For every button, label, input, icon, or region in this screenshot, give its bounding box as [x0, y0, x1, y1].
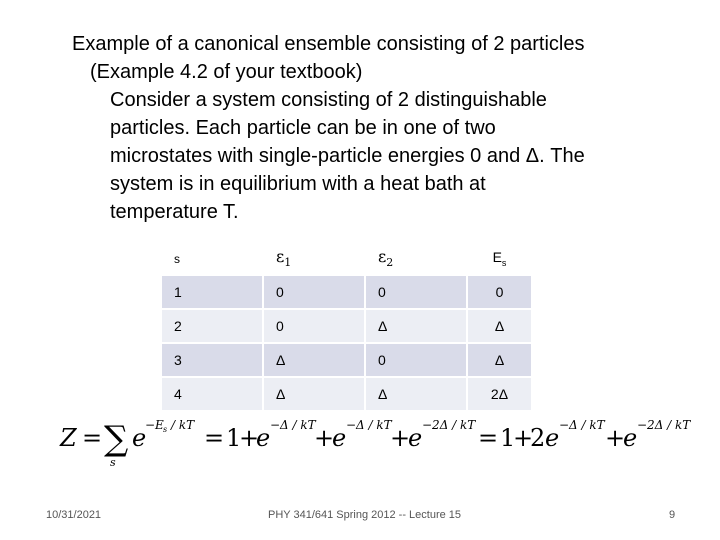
- problem-statement: [110, 86, 692, 226]
- sum-symbol: ∑: [104, 419, 129, 459]
- exponent-delta: −Δ / kT: [559, 418, 605, 432]
- formula-plus: +: [314, 424, 335, 452]
- slide-text: [72, 30, 692, 226]
- cell-e1: 0: [263, 309, 365, 343]
- formula-equals: =: [82, 424, 103, 452]
- cell-s: 2: [162, 309, 263, 343]
- statement-line: microstates with single-particle energies 0 and Δ. The: [110, 145, 585, 167]
- formula-e: e: [132, 424, 147, 452]
- formula-e: e: [408, 424, 423, 452]
- footer-course: PHY 341/641 Spring 2012 -- Lecture 15: [268, 509, 462, 521]
- cell-e2: 0: [365, 275, 467, 309]
- exponent-Es: −E: [145, 418, 164, 432]
- exponent-2delta: −2Δ / kT: [637, 418, 691, 432]
- formula-two: 2: [530, 424, 546, 452]
- formula-equals: =: [478, 424, 499, 452]
- microstate-table: [162, 242, 533, 412]
- table-row: [162, 309, 532, 343]
- formula-plus: +: [605, 424, 626, 452]
- statement-line: temperature T.: [110, 201, 239, 223]
- header-s: s: [162, 242, 263, 275]
- formula-plus: +: [239, 424, 260, 452]
- header-Es: $E_s$: [467, 242, 532, 275]
- table-header-row: [162, 242, 532, 275]
- exponent-kT: / kT: [171, 418, 195, 432]
- cell-s: 3: [162, 343, 263, 377]
- table-row: [162, 343, 532, 377]
- formula-Z: Z: [60, 424, 77, 452]
- cell-s: 1: [162, 275, 263, 309]
- formula-one: 1: [226, 424, 242, 452]
- exponent-delta: −Δ / kT: [346, 418, 392, 432]
- page-number: 9: [669, 509, 676, 521]
- formula-plus: +: [390, 424, 411, 452]
- formula-equals: =: [204, 424, 225, 452]
- partition-function-formula: [58, 406, 708, 472]
- cell-Es: 2Δ: [467, 377, 532, 411]
- cell-e1: 0: [263, 275, 365, 309]
- cell-e2: Δ: [365, 377, 467, 411]
- cell-Es: Δ: [467, 309, 532, 343]
- cell-e1: Δ: [263, 343, 365, 377]
- cell-s: 4: [162, 377, 263, 411]
- exponent-Es-sub: s: [163, 425, 168, 434]
- cell-e2: Δ: [365, 309, 467, 343]
- slide-title-line1: Example of a canonical ensemble consisting of 2 particles: [72, 33, 585, 55]
- exponent-2delta: −2Δ / kT: [422, 418, 476, 432]
- formula-e: e: [256, 424, 271, 452]
- formula-plus: +: [513, 424, 534, 452]
- formula-e: e: [332, 424, 347, 452]
- header-eps1: $\varepsilon_1$: [263, 242, 365, 275]
- header-eps2: $\varepsilon_2$: [365, 242, 467, 275]
- formula-e: e: [545, 424, 560, 452]
- exponent-delta: −Δ / kT: [270, 418, 316, 432]
- slide-title-line2: (Example 4.2 of your textbook): [90, 61, 363, 83]
- statement-line: Consider a system consisting of 2 distinguishable: [110, 89, 547, 111]
- cell-Es: Δ: [467, 343, 532, 377]
- formula-e: e: [623, 424, 638, 452]
- formula-one: 1: [500, 424, 516, 452]
- sum-index: s: [110, 456, 116, 469]
- statement-line: system is in equilibrium with a heat bath at: [110, 173, 486, 195]
- cell-e1: Δ: [263, 377, 365, 411]
- cell-Es: 0: [467, 275, 532, 309]
- table-row: [162, 275, 532, 309]
- footer-date: 10/31/2021: [46, 509, 102, 521]
- cell-e2: 0: [365, 343, 467, 377]
- statement-line: particles. Each particle can be in one of two: [110, 117, 496, 139]
